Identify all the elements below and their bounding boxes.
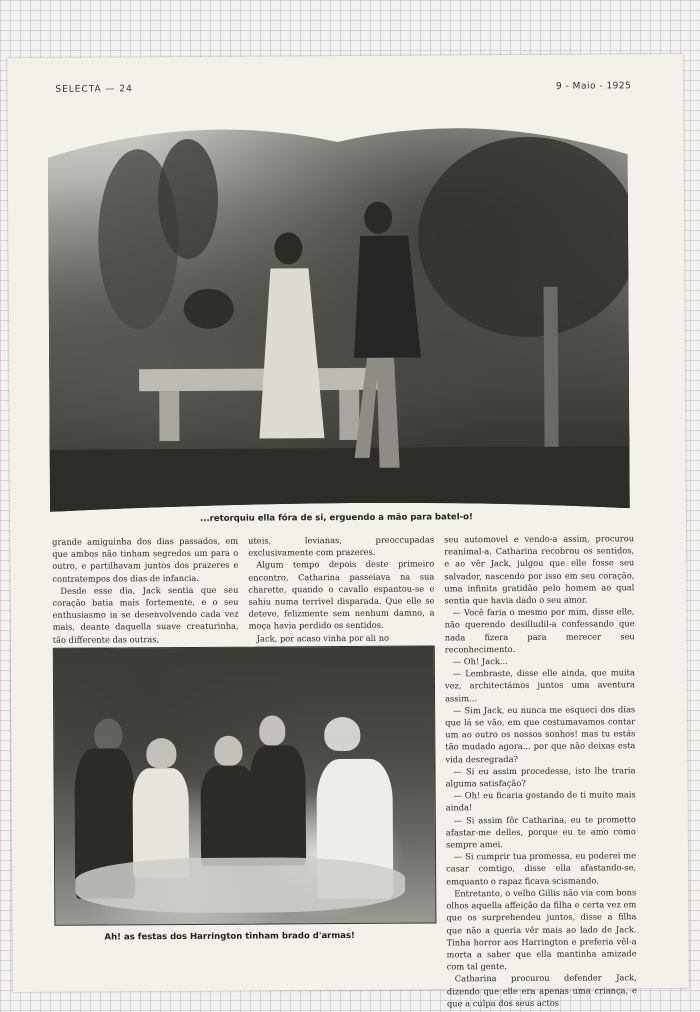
text-column-3 xyxy=(444,532,637,1009)
top-photo-caption: ...retorquiu ella fóra de si, erguendo a mão para batel-o! xyxy=(199,512,473,524)
page-header-left: SELECTA — 24 xyxy=(55,84,133,95)
garden-scene-illustration xyxy=(48,116,630,512)
paragraph: uteis, levianas, preoccupadas exclusivamente com prazeres. xyxy=(248,534,435,558)
paragraph: seu automovel e vendo-a assim, procurou reanimal-a. Catharina recobrou os sentidos, e ao vêr Jack, julgou que elle fosse seu salvador, nascendo por isso em seu coração, uma infinita gratidão pelo homem ao qual sentia que havia dado o seu amor. xyxy=(444,533,635,606)
paragraph: Algum tempo depois deste primeiro encontro, Catharina passeiava na sua charette, quando o cavallo espantou-se e sahiu numa terrivel disparada. Que elle se deteve, felizmente sem nenhum damno, a moça havia perdido os sentidos. xyxy=(248,558,435,632)
guest-figure xyxy=(249,745,306,865)
bottom-photo-caption: Ah! as festas dos Harrington tinham brado d'armas! xyxy=(104,930,355,943)
paragraph: Desde esse dia, Jack sentia que seu coração batia mais fortemente, e o seu enthusiasmo ia se desenvolvendo cada vez mais, deante daquella suave creaturinha, tão differente das outras, xyxy=(52,584,239,645)
paragraph: Entretanto, o velho Gillis não via com bons olhos aquella affeição da filha e certa vez em que os surprehendeu juntos, disse a filha que não a queria vêr mais ao lado de Jack. Tinha horror aos Harrington e preferia vêl-a morta a saber que ella mantinha amizade com tal gente. xyxy=(446,887,637,972)
paragraph: — Si eu assim procedesse, isto lhe traria alguma satisfação? xyxy=(445,765,636,789)
paragraph: Catharina procurou defender Jack, dizendo que elle era apenas uma criança, e que a culpa dos seus actos xyxy=(446,972,637,1009)
magazine-page xyxy=(7,54,689,1009)
text-column-2 xyxy=(248,533,435,644)
paragraph: — Si cumprir tua promessa, eu poderei me casar comtigo, disse ella afastando-se, emquanto o rapaz ficava scismando. xyxy=(446,850,637,887)
paragraph: — Você faria o mesmo por mim, disse elle, não querendo desilludil-a confessando que nada fizera para merecer seu reconhecimento. xyxy=(444,606,635,655)
guest-figure xyxy=(94,718,122,750)
guest-figure xyxy=(214,736,242,766)
banquet-photo xyxy=(53,645,437,925)
paragraph: — Oh! eu ficaria gostando de ti muito mais ainda! xyxy=(445,789,636,813)
paragraph: — Oh! Jack... xyxy=(452,656,508,667)
paragraph: Jack, por acaso vinha por ali no xyxy=(256,632,390,644)
garden-photo xyxy=(48,116,630,512)
paragraph: — Sim Jack, eu nunca me esqueci dos dias que lá se vão, em que costumavamos contar um ao outro os nossos sonhos! mas tu estás tão mudado agora... por que não deixas esta vida desregrada? xyxy=(445,704,636,765)
paragraph: — Lembraste, disse elle ainda, que muita vez, architectámos juntos uma aventura assim... xyxy=(444,667,636,704)
chef-figure xyxy=(324,717,360,751)
paragraph: — Si assim fôr Catharina, eu te prometto afastar-me delles, porque eu te amo como sempre amei. xyxy=(445,813,636,850)
text-column-1 xyxy=(52,535,239,646)
guest-figure xyxy=(146,738,176,768)
guest-figure xyxy=(259,715,285,745)
page-header-date: 9 - Maio - 1925 xyxy=(555,81,632,92)
paragraph: grande amiguinha dos dias passados, em que ambos não tinham segredos um para o outro, e partilhavam juntos dos prazeres e contratempos dos dias de infancia. xyxy=(52,535,239,584)
banquet-table xyxy=(75,857,405,914)
